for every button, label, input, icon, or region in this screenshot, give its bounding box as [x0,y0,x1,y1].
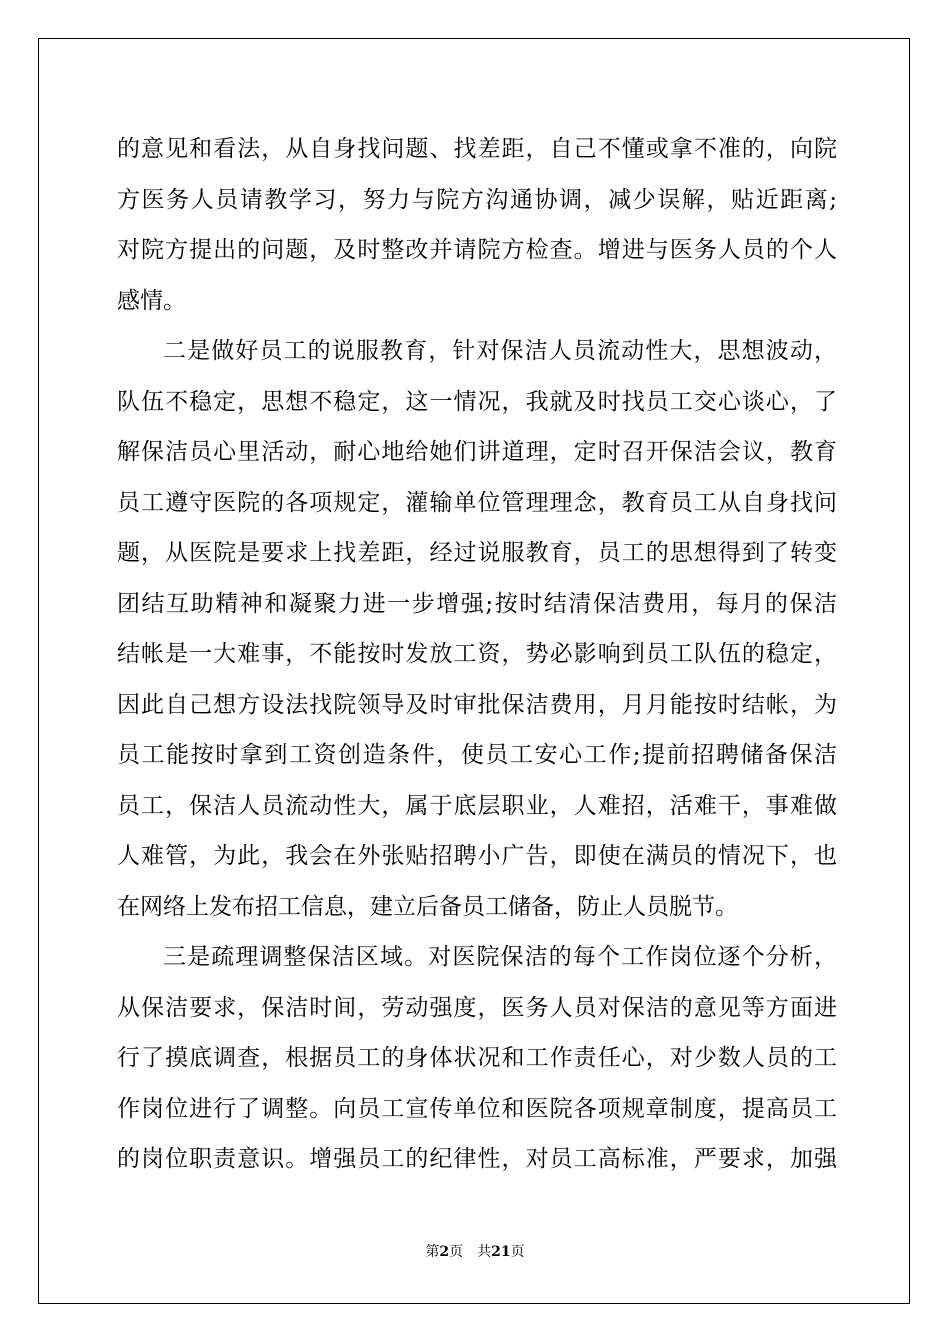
text-line: 行了摸底调查，根据员工的身体状况和工作责任心，对少数人员的工 [117,1045,837,1071]
total-prefix: 共 [477,1244,492,1260]
total-suffix: 页 [510,1244,525,1260]
text-line: 从保洁要求，保洁时间，劳动强度，医务人员对保洁的意见等方面进 [117,994,837,1021]
total-pages: 21 [491,1244,511,1260]
text-line: 对院方提出的问题，及时整改并请院方检查。增进与医务人员的个人 [117,237,837,263]
text-line: 队伍不稳定，思想不稳定，这一情况，我就及时找员工交心谈心，了 [117,388,837,415]
paragraph [117,326,837,932]
text-line: 的意见和看法，从自身找问题、找差距，自己不懂或拿不准的，向院 [117,136,837,162]
text-line: 员工，保洁人员流动性大，属于底层职业，人难招，活难干，事难做 [117,792,837,819]
text-line: 方医务人员请教学习，努力与院方沟通协调，减少误解，贴近距离; [117,186,837,213]
text-line: 作岗位进行了调整。向员工宣传单位和医院各项规章制度，提高员工 [117,1095,837,1122]
text-line: 解保洁员心里活动，耐心地给她们讲道理，定时召开保洁会议，教育 [117,439,837,465]
text-line: 团结互助精神和凝聚力进一步增强;按时结清保洁费用，每月的保洁 [117,590,837,617]
text-line: 员工能按时拿到工资创造条件，使员工安心工作;提前招聘储备保洁 [117,742,837,768]
text-line: 三是疏理调整保洁区域。对医院保洁的每个工作岗位逐个分析， [163,944,837,970]
text-line: 二是做好员工的说服教育，针对保洁人员流动性大，思想波动， [163,338,837,364]
text-line: 因此自己想方设法找院领导及时审批保洁费用，月月能按时结帐，为 [117,691,837,718]
page-suffix: 页 [449,1244,464,1260]
paragraph [117,124,837,326]
document-body [117,124,837,1185]
page-footer [0,1241,950,1261]
text-line: 的岗位职责意识。增强员工的纪律性，对员工高标准，严要求，加强 [117,1146,837,1172]
text-line: 题，从医院是要求上找差距，经过说服教育，员工的思想得到了转变 [117,540,837,566]
text-line: 人难管，为此，我会在外张贴招聘小广告，即使在满员的情况下，也 [117,843,837,869]
page-number: 2 [439,1244,450,1260]
text-line: 员工遵守医院的各项规定，灌输单位管理理念，教育员工从自身找问 [117,489,837,516]
page-prefix: 第 [425,1244,440,1260]
text-line: 结帐是一大难事，不能按时发放工资，势必影响到员工队伍的稳定， [117,641,837,667]
text-line: 感情。 [117,287,186,314]
text-line: 在网络上发布招工信息，建立后备员工储备，防止人员脱节。 [117,893,738,920]
paragraph [117,932,837,1185]
